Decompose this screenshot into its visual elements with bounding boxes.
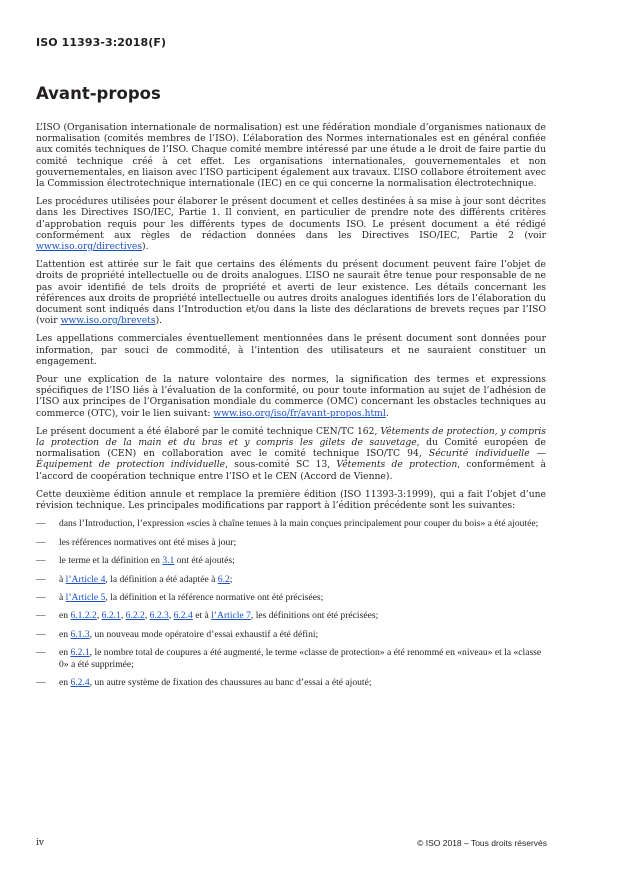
- paragraph-patents: [36, 259, 546, 326]
- link-6-1-3[interactable]: 6.1.3: [70, 628, 90, 640]
- list-item-text: ,: [120, 610, 126, 622]
- page-title: Avant-propos: [36, 84, 161, 103]
- list-item-text: à: [59, 591, 66, 603]
- list-item: [36, 647, 546, 670]
- list-item: [36, 610, 546, 621]
- paragraph-text: , du Comité européen de normalisation (CEN) en collaboration avec le comité technique ISO/TC 94,: [36, 437, 546, 460]
- paragraph-text: ).: [155, 315, 163, 327]
- list-item-text: ;: [229, 573, 233, 585]
- link-article-7[interactable]: l’Article 7: [211, 610, 251, 622]
- list-item-text: les références normatives ont été mises à jour;: [59, 536, 237, 548]
- link-6-2-4[interactable]: 6.2.4: [70, 676, 90, 688]
- list-item: [36, 574, 546, 585]
- paragraph-text: , conformément à l’accord de coopération technique entre l’ISO et le CEN (Accord de Vienne).: [36, 459, 546, 482]
- link-6-2[interactable]: 6.2: [217, 573, 230, 585]
- paragraph-text: .: [385, 407, 389, 419]
- link-3-1[interactable]: 3.1: [162, 555, 175, 567]
- link-avant-propos[interactable]: www.iso.org/iso/fr/avant-propos.html: [213, 407, 386, 419]
- link-6-2-2[interactable]: 6.2.2: [125, 610, 145, 622]
- list-item-text: et à: [192, 610, 212, 622]
- list-item-text: à: [59, 573, 66, 585]
- list-dash: —: [36, 518, 46, 530]
- paragraph-text: Pour une explication de la nature volontaire des normes, la signification des termes et expressions spécifiques de l’ISO liés à l’évaluation de la conformité, ou pour toute information au sujet de l’adhésion de l’ISO aux principes de l’Organisation mondiale du commerce (OMC) concernant les obstacles techniques au commerce (OTC), voir le lien suivant:: [36, 374, 546, 419]
- list-dash: —: [36, 647, 46, 659]
- list-item-text: , les définitions ont été précisées;: [250, 610, 379, 622]
- list-item-text: le terme et la définition en: [59, 555, 163, 567]
- list-dash: —: [36, 676, 46, 688]
- link-6-2-1[interactable]: 6.2.1: [70, 647, 90, 659]
- list-item-text: dans l’Introduction, l’expression «scies à chaîne tenues à la main conçues principalement pour couper du bois» a été ajoutée;: [59, 518, 539, 530]
- paragraph-text: ).: [142, 241, 149, 253]
- list-item: [36, 592, 546, 603]
- link-article-5[interactable]: l’Article 5: [65, 591, 106, 603]
- list-item-text: ,: [96, 610, 102, 622]
- subcommittee-title: Vêtements de protection: [336, 459, 458, 471]
- paragraph-edition: Cette deuxième édition annule et remplace la première édition (ISO 11393-3:1999), qui a fait l’objet d’une révision technique. Les principales modifications par rapport à l’édition précédente sont les suivantes:: [36, 488, 546, 512]
- list-item: [36, 555, 546, 566]
- list-dash: —: [36, 536, 46, 548]
- link-6-2-4[interactable]: 6.2.4: [173, 610, 193, 622]
- page-number: iv: [36, 838, 44, 848]
- list-item-text: ,: [168, 610, 174, 622]
- link-directives[interactable]: www.iso.org/directives: [36, 241, 143, 253]
- list-item: [36, 537, 546, 548]
- link-article-4[interactable]: l’Article 4: [65, 573, 106, 585]
- list-item-text: , un nouveau mode opératoire d’essai exhaustif a été défini;: [89, 628, 319, 640]
- list-item-text: en: [59, 647, 71, 659]
- list-item-text: , un autre système de fixation des chaussures au banc d’essai a été ajouté;: [89, 676, 372, 688]
- paragraph-procedures: [36, 196, 546, 252]
- paragraph-voluntary-nature: [36, 374, 546, 419]
- copyright-notice: © ISO 2018 – Tous droits réservés: [417, 838, 547, 848]
- document-body: [36, 122, 546, 695]
- list-dash: —: [36, 573, 46, 585]
- paragraph-iso-intro: L’ISO (Organisation internationale de normalisation) est une fédération mondiale d’organismes nationaux de normalisation (comités membres de l’ISO). L’élaboration des Normes internationales est en général confiée aux comités techniques de l’ISO. Chaque comité membre intéressé par une étude a le droit de faire partie du comité technique créé à cet effet. Les organisations internationales, gouvernementales et non gouvernementales, en liaison avec l’ISO participent également aux travaux. L’ISO collabore étroitement avec la Commission électrotechnique internationale (IEC) en ce qui concerne la normalisation électrotechnique.: [36, 122, 546, 190]
- committee-title-cen: Vêtements de protection, y compris la protection de la main et du bras et y compris les gilets de sauvetage: [36, 425, 547, 449]
- list-item-text: , le nombre total de coupures a été augmenté, le terme «classe de protection» a été renommé en «niveau» et la «classe 0» a été supprimée;: [59, 647, 542, 670]
- link-brevets[interactable]: www.iso.org/brevets: [60, 315, 156, 327]
- list-item-text: , la définition et la référence normative ont été précisées;: [105, 591, 324, 603]
- paragraph-trade-names: Les appellations commerciales éventuellement mentionnées dans le présent document sont données pour information, par souci de commodité, à l’intention des utilisateurs et ne sauraient constituer un engagement.: [36, 333, 546, 367]
- link-6-2-1[interactable]: 6.2.1: [101, 610, 121, 622]
- list-dash: —: [36, 555, 46, 567]
- changes-list: [36, 518, 546, 688]
- list-dash: —: [36, 591, 46, 603]
- document-id-header: ISO 11393-3:2018(F): [36, 36, 167, 49]
- list-item: [36, 629, 546, 640]
- link-6-2-3[interactable]: 6.2.3: [149, 610, 169, 622]
- link-6-1-2-2[interactable]: 6.1.2.2: [70, 610, 97, 622]
- list-item: [36, 677, 546, 688]
- paragraph-text: L’attention est attirée sur le fait que certains des éléments du présent document peuvent faire l’objet de droits de propriété intellectuelle ou de droits analogues. L’ISO ne saurait être tenue pour responsable de ne pas avoir identifié de tels droits de propriété et averti de leur existence. Les détails concernant les références aux droits de propriété intellectuelle ou autres droits analogues identifiés lors de l’élaboration du document sont indiqués dans l’Introduction et/ou dans la liste des déclarations de brevets reçues par l’ISO (voir: [36, 259, 546, 327]
- list-item-text: en: [59, 676, 71, 688]
- committee-title-iso: Sécurité individuelle — Équipement de protection individuelle: [36, 448, 546, 471]
- list-item-text: ont été ajoutés;: [174, 555, 235, 567]
- paragraph-committee: [36, 426, 546, 482]
- paragraph-text: Le présent document a été élaboré par le comité technique CEN/TC 162,: [36, 425, 381, 437]
- list-item-text: en: [59, 628, 71, 640]
- list-dash: —: [36, 610, 46, 622]
- list-item-text: en: [59, 610, 71, 622]
- list-dash: —: [36, 628, 46, 640]
- paragraph-text: Les procédures utilisées pour élaborer le présent document et celles destinées à sa mise à jour sont décrites dans les Directives ISO/IEC, Partie 1. Il convient, en particulier de prendre note des différents critères d’approbation requis pour les différents types de documents ISO. Le présent document a été rédigé conformément aux règles de rédaction données dans les Directives ISO/IEC, Partie 2 (voir: [36, 196, 546, 241]
- paragraph-text: , sous-comité SC 13,: [225, 459, 337, 471]
- list-item: [36, 518, 546, 529]
- list-item-text: ,: [144, 610, 150, 622]
- list-item-text: , la définition a été adaptée à: [105, 573, 218, 585]
